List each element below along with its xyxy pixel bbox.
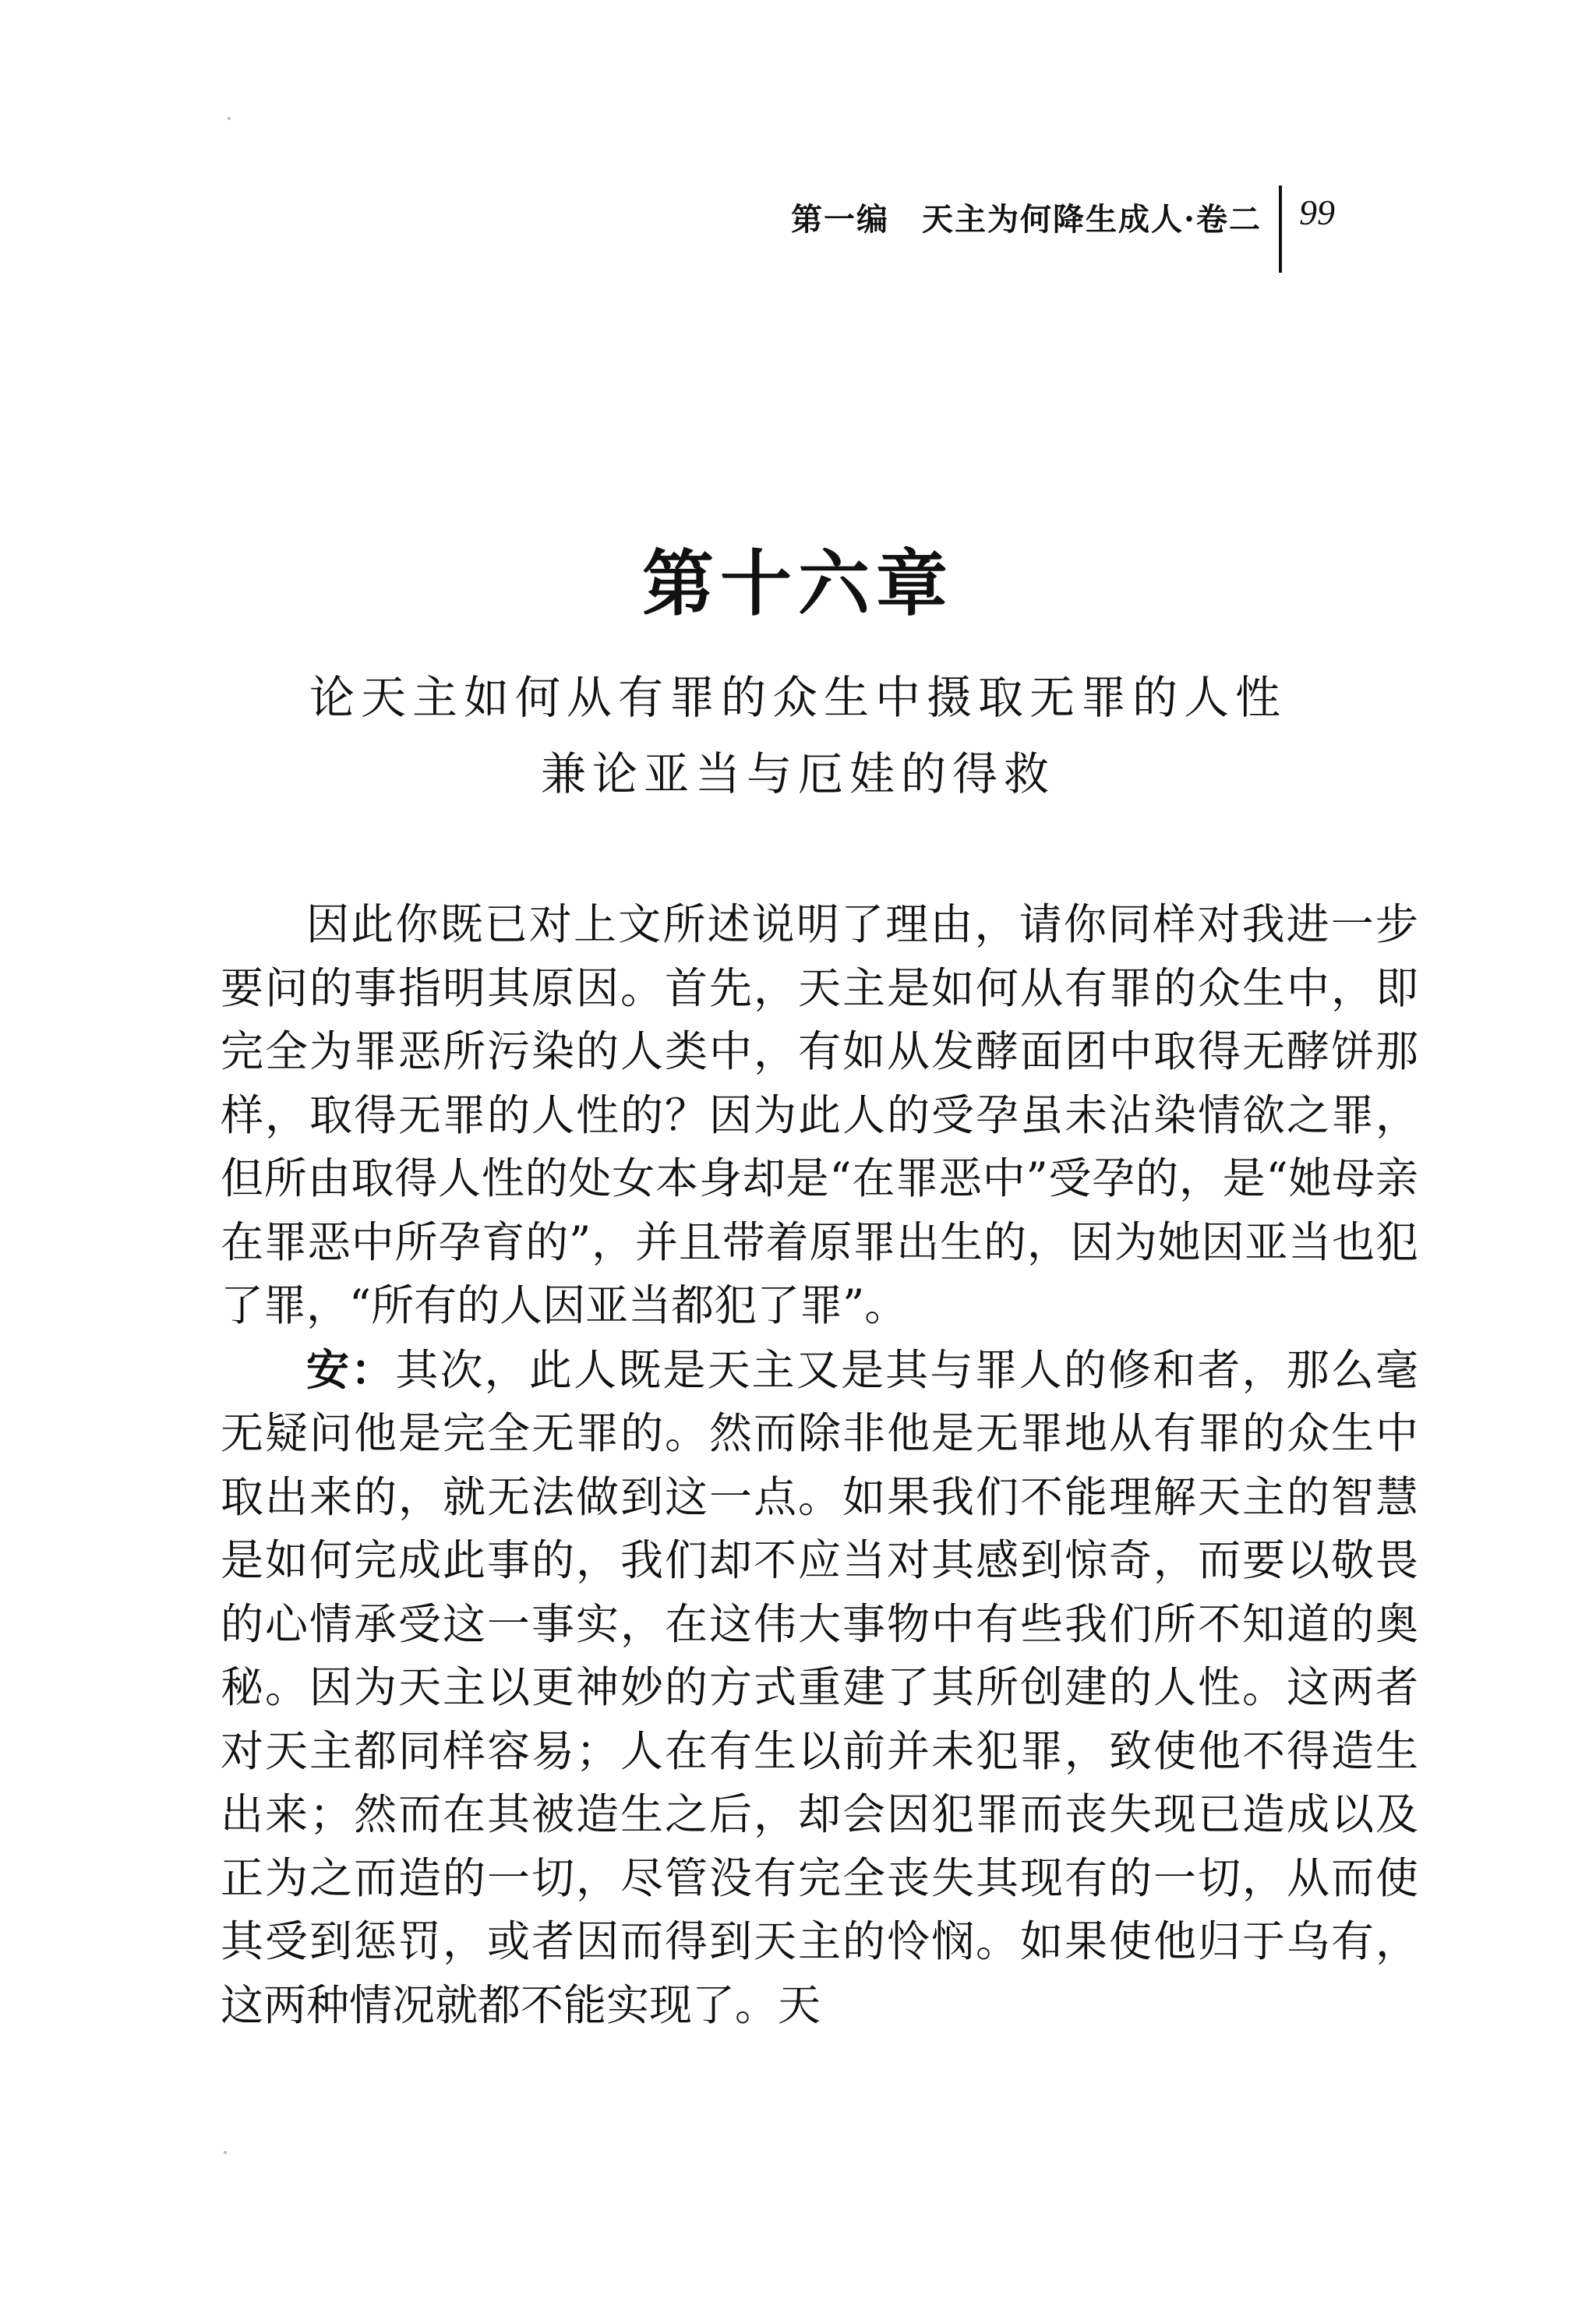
paragraph <box>221 1338 1418 2038</box>
paragraph <box>221 892 1418 1338</box>
running-head <box>791 185 1335 273</box>
speaker-label: 安： <box>306 1344 396 1395</box>
scan-speck <box>224 2151 227 2154</box>
chapter-subtitle-line-2: 兼论亚当与厄娃的得救 <box>540 747 1055 800</box>
chapter-title: 第十六章 <box>641 542 954 626</box>
body-text <box>221 892 1418 2037</box>
paragraph-text: 其次，此人既是天主又是其与罪人的修和者，那么毫无疑问他是完全无罪的。然而除非他是无罪地从有罪的众生中取出来的，就无法做到这一点。如果我们不能理解天主的智慧是如何完成此事的，我们却不应当对其感到惊奇，而要以敬畏的心情承受这一事实，在这伟大事物中有些我们所不知道的奥秘。因为天主以更神妙的方式重建了其所创建的人性。这两者对天主都同样容易；人在有生以前并未犯罪，致使他不得造生出来；然而在其被造生之后，却会因犯罪而丧失现已造成以及正为之而造的一切，尽管没有完全丧失其现有的一切，从而使其受到惩罚，或者因而得到天主的怜悯。如果使他归于乌有，这两种情况就都不能实现了。天 <box>221 1344 1418 2030</box>
page-number: 99 <box>1299 192 1335 232</box>
paragraph-text: 因此你既已对上文所述说明了理由，请你同样对我进一步要问的事指明其原因。首先，天主是如何从有罪的众生中，即完全为罪恶所污染的人类中，有如从发酵面团中取得无酵饼那样，取得无罪的人性的？因为此人的受孕虽未沾染情欲之罪，但所由取得人性的处女本身却是“在罪恶中”受孕的，是“她母亲在罪恶中所孕育的”，并且带着原罪出生的，因为她因亚当也犯了罪，“所有的人因亚当都犯了罪”。 <box>221 899 1418 1330</box>
scan-speck <box>228 117 231 120</box>
chapter-subtitle-line-1: 论天主如何从有罪的众生中摄取无罪的人性 <box>309 671 1287 724</box>
running-head-title: 第一编 天主为何降生成人·卷二 <box>791 201 1262 238</box>
